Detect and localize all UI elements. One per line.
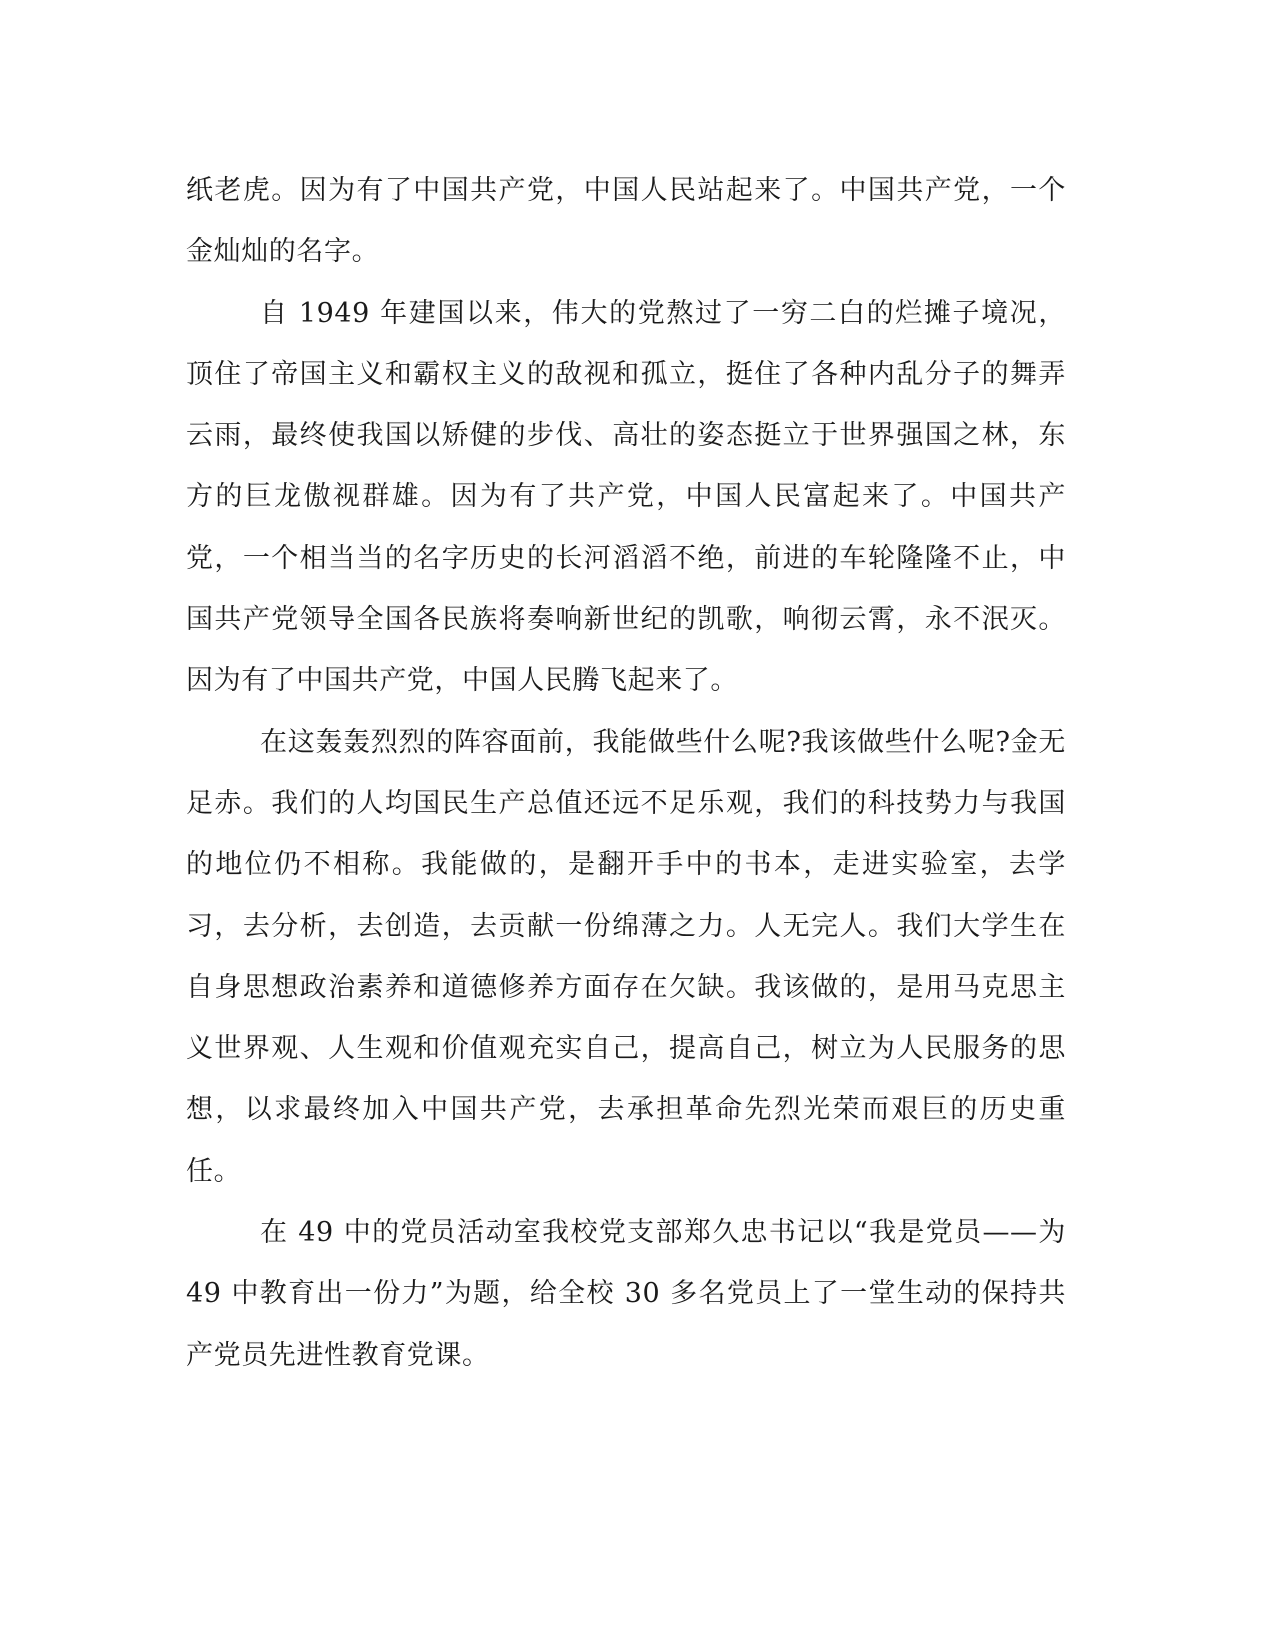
paragraph-4: 在 49 中的党员活动室我校党支部郑久忠书记以“我是党员——为 49 中教育出一份力”为题，给全校 30 多名党员上了一堂生动的保持共产党员先进性教育党课。 (186, 1217, 1066, 1371)
paragraph-1: 纸老虎。因为有了中国共产党，中国人民站起来了。中国共产党，一个金灿灿的名字。 (186, 175, 1066, 268)
paragraph-3: 在这轰轰烈烈的阵容面前，我能做些什么呢?我该做些什么呢?金无足赤。我们的人均国民生产总值还远不足乐观，我们的科技势力与我国的地位仍不相称。我能做的，是翻开手中的书本，走进实验室，去学习，去分析，去创造，去贡献一份绵薄之力。人无完人。我们大学生在自身思想政治素养和道德修养方面存在欠缺。我该做的，是用马克思主义世界观、人生观和价值观充实自己，提高自己，树立为人民服务的思想，以求最终加入中国共产党，去承担革命先烈光荣而艰巨的历史重任。 (186, 726, 1066, 1187)
body-text (186, 160, 1066, 1386)
paragraph-2: 自 1949 年建国以来，伟大的党熬过了一穷二白的烂摊子境况，顶住了帝国主义和霸权主义的敌视和孤立，挺住了各种内乱分子的舞弄云雨，最终使我国以矫健的步伐、高壮的姿态挺立于世界强国之林，东方的巨龙傲视群雄。因为有了共产党，中国人民富起来了。中国共产党，一个相当当的名字历史的长河滔滔不绝，前进的车轮隆隆不止，中国共产党领导全国各民族将奏响新世纪的凯歌，响彻云霄，永不泯灭。因为有了中国共产党，中国人民腾飞起来了。 (186, 297, 1066, 697)
